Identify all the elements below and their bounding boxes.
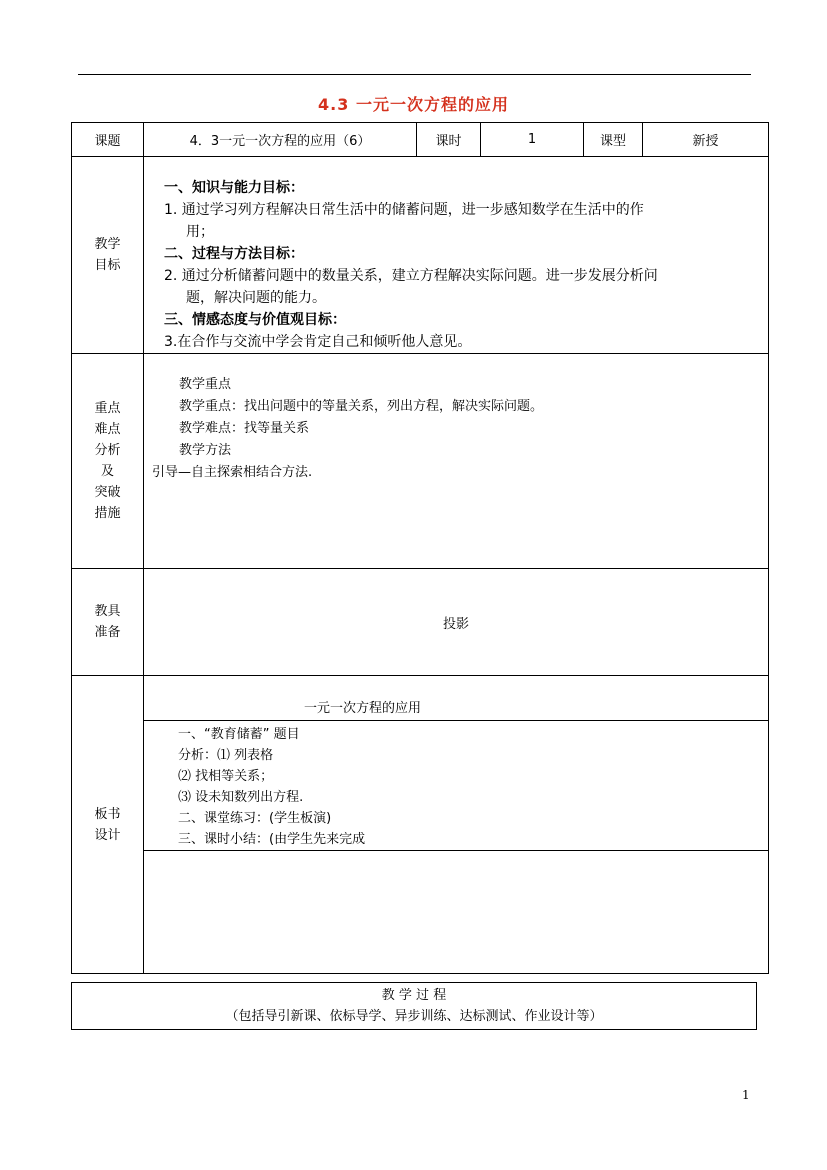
board-empty-row <box>72 851 769 974</box>
key-line-4: 教学方法 <box>179 443 232 458</box>
process-subtitle: （包括导引新课、依标导学、异步训练、达标测试、作业设计等） <box>225 1009 603 1024</box>
key-line-2: 教学重点：找出问题中的等量关系，列出方程，解决实际问题。 <box>179 399 544 414</box>
board-empty-cell <box>144 851 769 974</box>
key-line-5: 引导—自主探索相结合方法. <box>152 465 313 480</box>
objective-item-2: 2. 通过分析储蓄问题中的数量关系，建立方程解决实际问题。进一步发展分析问 <box>164 268 658 284</box>
page-title: 4.3 一元一次方程的应用 <box>318 95 509 114</box>
objectives-label-2: 目标 <box>94 258 121 273</box>
board-line-5: 二、课堂练习：(学生板演) <box>178 811 332 826</box>
key-points-row <box>72 354 769 569</box>
objectives-content <box>144 157 769 354</box>
objective-item-1: 1. 通过学习列方程解决日常生活中的储蓄问题，进一步感知数学在生活中的作 <box>164 202 644 218</box>
key-points-content <box>144 354 769 569</box>
objective-item-2-cont: 题，解决问题的能力。 <box>186 290 326 306</box>
key-label-3: 分析 <box>94 443 121 458</box>
board-label-2: 设计 <box>94 827 121 843</box>
objective-item-1-cont: 用； <box>186 224 214 240</box>
key-line-3: 教学难点：找等量关系 <box>179 421 310 436</box>
objective-heading-1: 一、知识与能力目标： <box>164 180 304 196</box>
board-content <box>144 721 769 851</box>
objective-item-3: 3.在合作与交流中学会肯定自己和倾听他人意见。 <box>164 334 472 350</box>
header-row <box>72 123 769 157</box>
process-cell <box>72 983 757 1030</box>
tools-label <box>72 569 144 676</box>
tools-value: 投影 <box>144 569 769 676</box>
process-title: 教 学 过 程 <box>381 988 447 1003</box>
key-label-1: 重点 <box>94 401 121 416</box>
type-value: 新授 <box>643 123 769 157</box>
key-label-2: 难点 <box>94 422 121 437</box>
key-points-label <box>72 354 144 569</box>
objectives-label-1: 教学 <box>94 237 121 252</box>
objectives-label <box>72 157 144 354</box>
board-title-row <box>72 676 769 721</box>
tools-label-1: 教具 <box>94 604 121 619</box>
topic-value: 4．3一元一次方程的应用（6） <box>144 123 417 157</box>
board-line-6: 三、课时小结：(由学生先来完成 <box>178 832 366 847</box>
board-line-2: 分析：⑴ 列表格 <box>178 748 274 763</box>
type-label: 课型 <box>584 123 643 157</box>
objective-heading-2: 二、过程与方法目标： <box>164 246 304 262</box>
objective-heading-3: 三、情感态度与价值观目标： <box>164 312 346 328</box>
period-value: 1 <box>481 123 584 157</box>
board-label-1: 板书 <box>94 806 121 822</box>
process-table <box>71 982 757 1030</box>
tools-label-2: 准备 <box>94 625 121 640</box>
topic-label: 课题 <box>72 123 144 157</box>
board-label <box>72 676 144 974</box>
lesson-plan-table <box>71 122 769 974</box>
key-label-6: 措施 <box>94 506 121 521</box>
board-line-3: ⑵ 找相等关系； <box>178 769 274 784</box>
key-label-4: 及 <box>100 464 114 479</box>
board-line-1: 一、“教育储蓄” 题目 <box>178 727 300 742</box>
period-label: 课时 <box>417 123 481 157</box>
board-body-row <box>72 721 769 851</box>
objectives-row <box>72 157 769 354</box>
board-title <box>144 676 769 721</box>
header-rule <box>78 74 751 75</box>
key-line-1: 教学重点 <box>179 377 232 392</box>
board-title-text: 一元一次方程的应用 <box>304 701 422 716</box>
tools-row <box>72 569 769 676</box>
board-line-4: ⑶ 设未知数列出方程. <box>178 790 304 805</box>
key-label-5: 突破 <box>94 485 121 500</box>
page-number: 1 <box>742 1088 750 1102</box>
